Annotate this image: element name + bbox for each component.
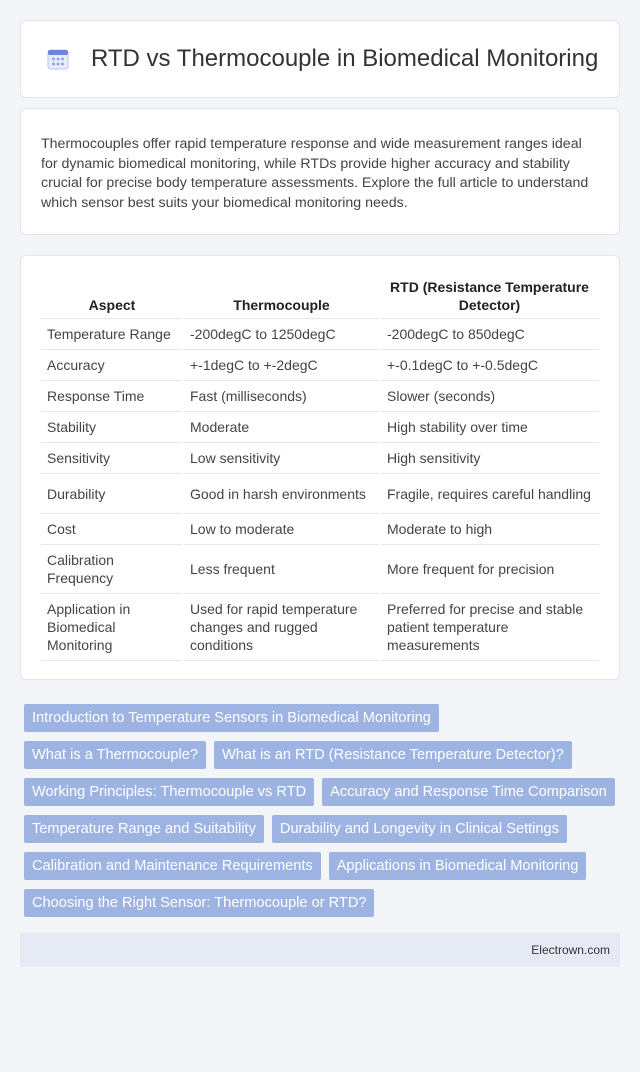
topic-link[interactable]: Temperature Range and Suitability: [24, 815, 264, 843]
table-cell: -200degC to 1250degC: [183, 319, 380, 350]
table-row: [41, 319, 599, 350]
table-row: [41, 412, 599, 443]
topic-link[interactable]: Choosing the Right Sensor: Thermocouple or RTD?: [24, 889, 374, 917]
table-row: [41, 514, 599, 545]
table-cell: More frequent for precision: [380, 545, 599, 594]
page-header: [20, 20, 620, 98]
topic-link[interactable]: Applications in Biomedical Monitoring: [329, 852, 587, 880]
topic-link[interactable]: What is a Thermocouple?: [24, 741, 206, 769]
table-row: [41, 474, 599, 514]
topic-link[interactable]: Accuracy and Response Time Comparison: [322, 778, 615, 806]
column-header-thermocouple: Thermocouple: [183, 274, 380, 319]
comparison-table: [41, 274, 599, 661]
footer-brand[interactable]: Electrown.com: [531, 943, 610, 957]
column-header-aspect: Aspect: [41, 274, 183, 319]
calendar-grid-icon: [47, 48, 69, 70]
table-row: [41, 545, 599, 594]
comparison-table-card: [20, 255, 620, 680]
table-cell: Cost: [41, 514, 183, 545]
table-cell: Sensitivity: [41, 443, 183, 474]
intro-text: Thermocouples offer rapid temperature response and wide measurement ranges ideal for dynamic biomedical monitoring, while RTDs provide higher accuracy and stability crucial for precise body temperature assessments. Explore the full article to understand which sensor best suits your biomedical monitoring needs.: [41, 136, 589, 211]
page-footer: [20, 933, 620, 967]
table-cell: Stability: [41, 412, 183, 443]
table-cell: Temperature Range: [41, 319, 183, 350]
page-title: RTD vs Thermocouple in Biomedical Monitoring: [91, 45, 599, 72]
table-cell: Application in Biomedical Monitoring: [41, 594, 183, 661]
table-cell: Preferred for precise and stable patient temperature measurements: [380, 594, 599, 661]
topic-link[interactable]: Calibration and Maintenance Requirements: [24, 852, 321, 880]
table-cell: Moderate to high: [380, 514, 599, 545]
table-cell: +-0.1degC to +-0.5degC: [380, 350, 599, 381]
table-cell: High stability over time: [380, 412, 599, 443]
topic-link[interactable]: Working Principles: Thermocouple vs RTD: [24, 778, 314, 806]
topic-links: [20, 704, 620, 917]
table-cell: Less frequent: [183, 545, 380, 594]
table-header-row: [41, 274, 599, 319]
table-row: [41, 381, 599, 412]
table-cell: -200degC to 850degC: [380, 319, 599, 350]
table-cell: Moderate: [183, 412, 380, 443]
topic-link[interactable]: Introduction to Temperature Sensors in Biomedical Monitoring: [24, 704, 439, 732]
table-row: [41, 350, 599, 381]
table-cell: Response Time: [41, 381, 183, 412]
table-cell: Calibration Frequency: [41, 545, 183, 594]
table-cell: Low sensitivity: [183, 443, 380, 474]
table-cell: Slower (seconds): [380, 381, 599, 412]
intro-card: [20, 108, 620, 235]
table-cell: Fragile, requires careful handling: [380, 474, 599, 514]
table-row: [41, 594, 599, 661]
table-cell: Good in harsh environments: [183, 474, 380, 514]
table-cell: Used for rapid temperature changes and rugged conditions: [183, 594, 380, 661]
topic-link[interactable]: What is an RTD (Resistance Temperature Detector)?: [214, 741, 572, 769]
table-cell: Low to moderate: [183, 514, 380, 545]
table-cell: Accuracy: [41, 350, 183, 381]
table-row: [41, 443, 599, 474]
table-cell: Fast (milliseconds): [183, 381, 380, 412]
topic-link[interactable]: Durability and Longevity in Clinical Settings: [272, 815, 567, 843]
table-cell: +-1degC to +-2degC: [183, 350, 380, 381]
table-cell: High sensitivity: [380, 443, 599, 474]
table-cell: Durability: [41, 474, 183, 514]
column-header-rtd: RTD (Resistance Temperature Detector): [380, 274, 599, 319]
